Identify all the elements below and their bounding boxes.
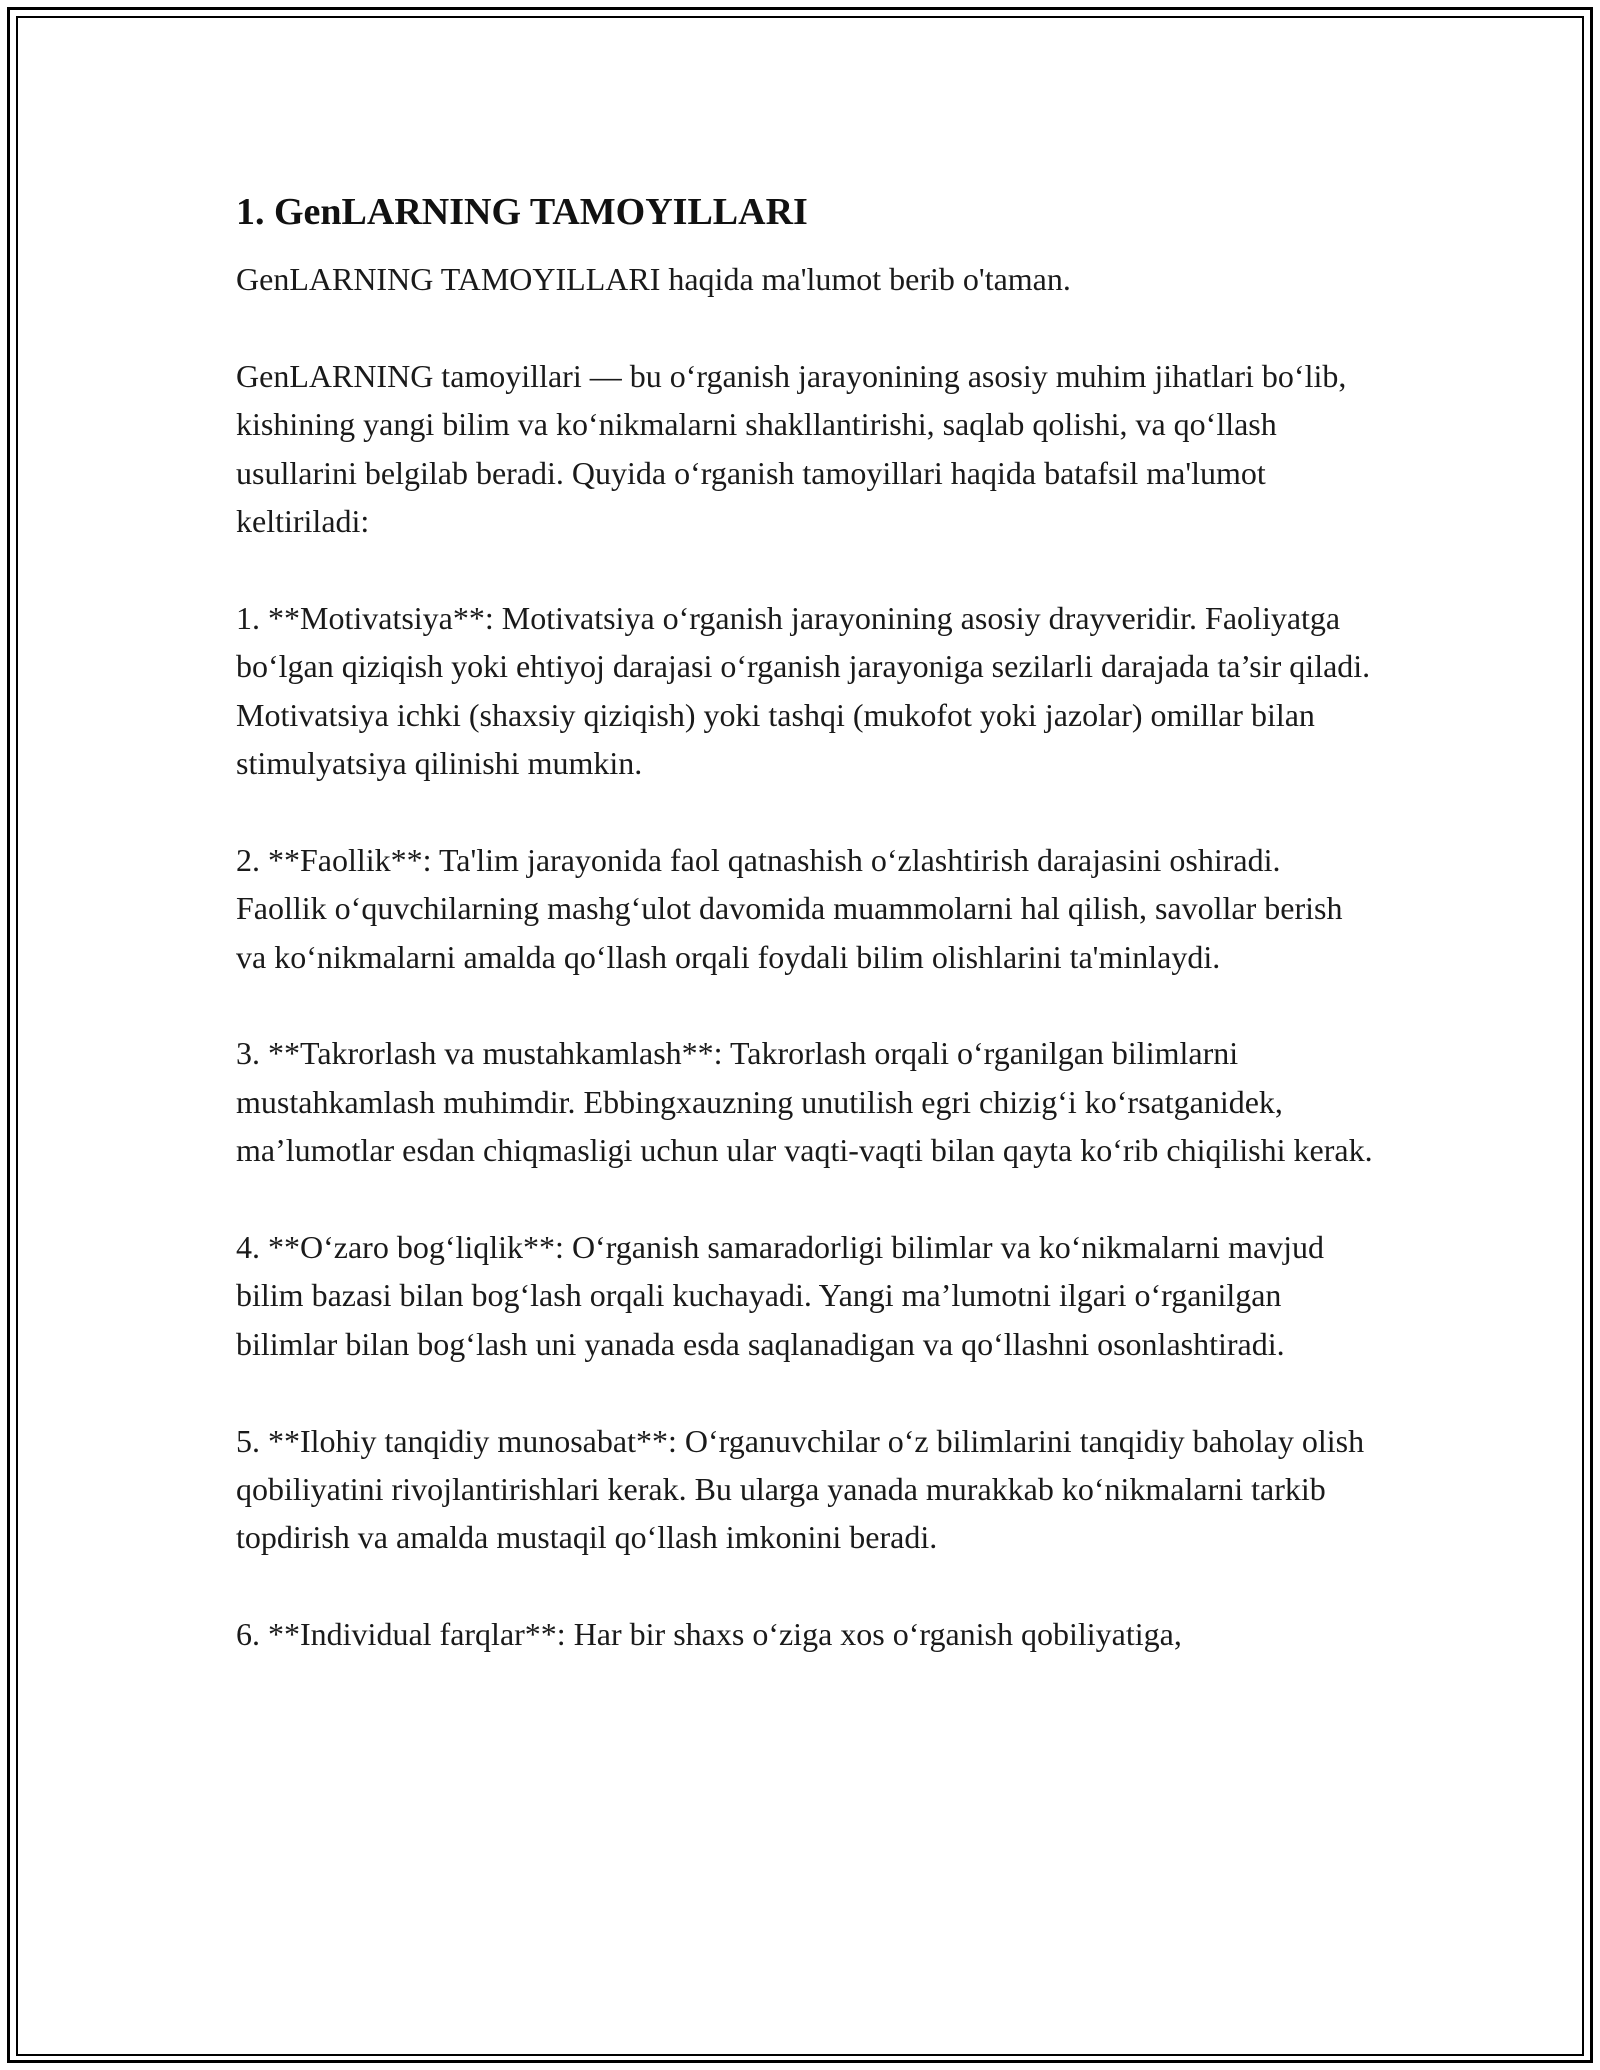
principle-activity-paragraph: 2. **Faollik**: Ta'lim jarayonida faol qatnashish o‘zlashtirish darajasini oshiradi. Faollik o‘quvchilarning mashg‘ulot davomida muammolarni hal qilish, savollar berish va ko‘nikmalarni amalda qo‘llash orqali foydali bilim olishlarini ta'minlaydi. [236, 841, 1343, 975]
overview-paragraph: GenLARNING tamoyillari — bu o‘rganish jarayonining asosiy muhim jihatlari bo‘lib, kishining yangi bilim va ko‘nikmalarni shakllantirishi, saqlab qolishi, va qo‘llash usullarini belgilab beradi. Quyida o‘rganish tamoyillari haqida batafsil ma'lumot keltiriladi: [236, 357, 1347, 540]
principle-repetition-paragraph: 3. **Takrorlash va mustahkamlash**: Takrorlash orqali o‘rganilgan bilimlarni mustahkamlash muhimdir. Ebbingxauzning unutilish egri chizig‘i ko‘rsatganidek, ma’lumotlar esdan chiqmasligi uchun ular vaqti-vaqti bilan qayta ko‘rib chiqilishi kerak. [236, 1035, 1373, 1169]
document-body [236, 186, 1376, 1659]
document-heading: 1. GenLARNING TAMOYILLARI [236, 191, 808, 233]
principle-interconnection-paragraph: 4. **O‘zaro bog‘liqlik**: O‘rganish samaradorligi bilimlar va ko‘nikmalarni mavjud bilim bazasi bilan bog‘lash orqali kuchayadi. Yangi ma’lumotni ilgari o‘rganilgan bilimlar bilan bog‘lash uni yanada esda saqlanadigan va qo‘llashni osonlashtiradi. [236, 1229, 1325, 1362]
principle-critical-attitude-paragraph: 5. **Ilohiy tanqidiy munosabat**: O‘rganuvchilar o‘z bilimlarini tanqidiy baholay olish qobiliyatini rivojlantirishlari kerak. Bu ularga yanada murakkab ko‘nikmalarni tarkib topdirish va amalda mustaqil qo‘llash imkonini beradi. [236, 1422, 1365, 1556]
intro-paragraph: GenLARNING TAMOYILLARI haqida ma'lumot berib o'taman. [236, 261, 1071, 297]
principle-motivation-paragraph: 1. **Motivatsiya**: Motivatsiya o‘rganish jarayonining asosiy drayveridir. Faoliyatga bo‘lgan qiziqish yoki ehtiyoj darajasi o‘rganish jarayoniga sezilarli darajada ta’sir qiladi. Motivatsiya ichki (shaxsiy qiziqish) yoki tashqi (mukofot yoki jazolar) omillar bilan stimulyatsiya qilinishi mumkin. [236, 599, 1371, 782]
principle-individual-differences-paragraph: 6. **Individual farqlar**: Har bir shaxs o‘ziga xos o‘rganish qobiliyatiga, [236, 1616, 1182, 1653]
